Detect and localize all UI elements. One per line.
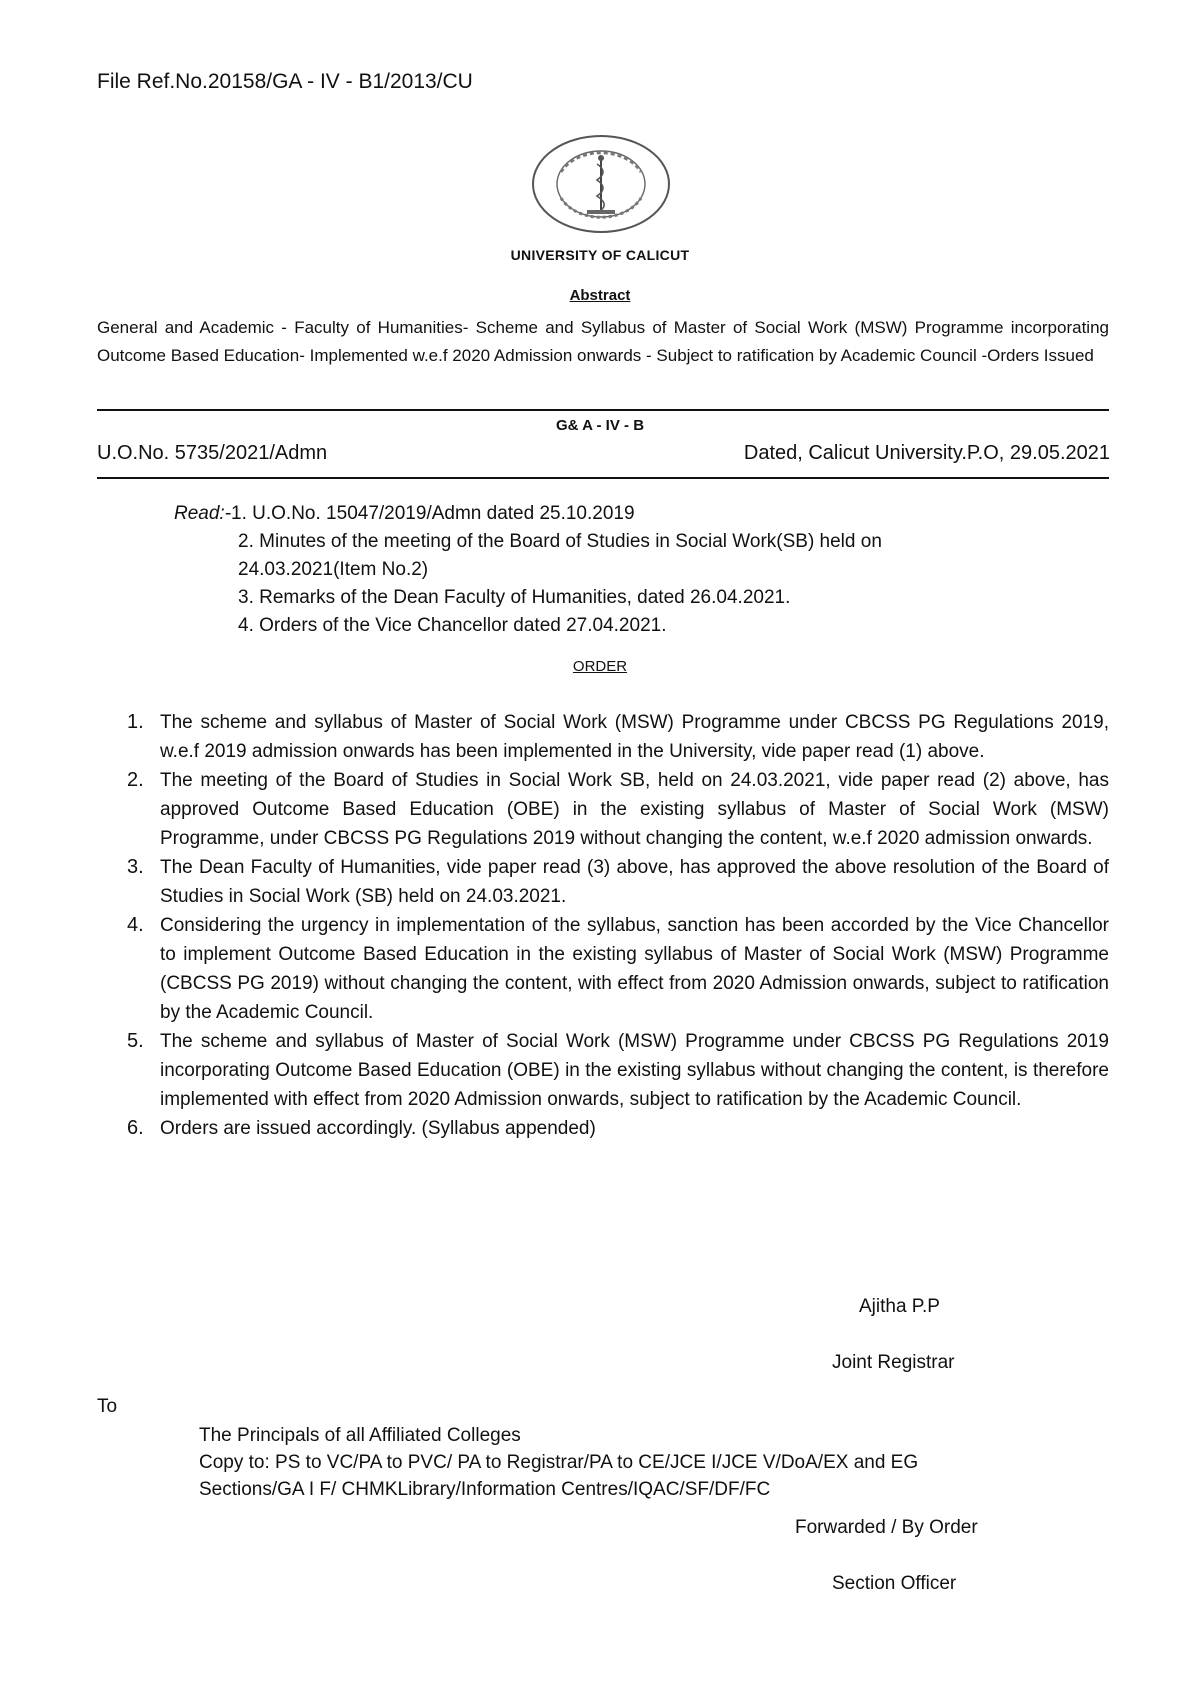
- order-item: [97, 766, 1109, 853]
- signatory-title: Joint Registrar: [832, 1352, 955, 1373]
- read-reference-3: 3. Remarks of the Dean Faculty of Humanities, dated 26.04.2021.: [238, 587, 791, 608]
- divider-bottom: [97, 477, 1109, 479]
- recipient-line: The Principals of all Affiliated Colleges: [199, 1425, 521, 1446]
- abstract-title: Abstract: [569, 287, 631, 304]
- order-number: 3.: [127, 856, 144, 878]
- read-reference-1: [174, 500, 635, 528]
- read-reference-2: 2. Minutes of the meeting of the Board of Studies in Social Work(SB) held on: [238, 531, 882, 552]
- order-text: The scheme and syllabus of Master of Social Work (MSW) Programme under CBCSS PG Regulations 2019, w.e.f 2019 admission onwards has been implemented in the University, vide paper read (1) above.: [160, 712, 1109, 762]
- order-text: Orders are issued accordingly. (Syllabus appended): [160, 1118, 596, 1139]
- divider-top: [97, 409, 1109, 411]
- section-officer: Section Officer: [832, 1573, 957, 1594]
- section-code: G& A - IV - B: [555, 417, 645, 434]
- to-label: To: [97, 1396, 118, 1417]
- order-item: [97, 1027, 1109, 1114]
- recipients: [199, 1422, 918, 1503]
- order-item: [97, 1114, 1109, 1143]
- uo-number: U.O.No. 5735/2021/Admn: [97, 442, 328, 464]
- signatory-name: Ajitha P.P: [859, 1296, 940, 1317]
- read-reference-4: 4. Orders of the Vice Chancellor dated 27.04.2021.: [238, 615, 667, 636]
- read-reference-2-cont: 24.03.2021(Item No.2): [238, 559, 429, 580]
- order-text: The meeting of the Board of Studies in Social Work SB, held on 24.03.2021, vide paper read (2) above, has approved Outcome Based Education (OBE) in the existing syllabus of Master of Social Work (MSW) Programme, under CBCSS PG Regulations 2019 without changing the content, w.e.f 2020 admission onwards.: [160, 770, 1109, 849]
- read-item: 1. U.O.No. 15047/2019/Admn dated 25.10.2019: [231, 503, 635, 524]
- read-label: Read:-: [174, 503, 232, 524]
- order-number: 6.: [127, 1117, 144, 1139]
- order-number: 4.: [127, 914, 144, 936]
- file-reference: File Ref.No.20158/GA - IV - B1/2013/CU: [97, 70, 473, 93]
- order-text: Considering the urgency in implementation of the syllabus, sanction has been accorded by the Vice Chancellor to implement Outcome Based Education in the existing syllabus of Master of Social Work (MSW) Programme (CBCSS PG 2019) without changing the content, with effect from 2020 Admission onwards, subject to ratification by the Academic Council.: [160, 915, 1109, 1023]
- order-heading: ORDER: [572, 658, 628, 675]
- order-number: 1.: [127, 711, 144, 733]
- university-name: UNIVERSITY OF CALICUT: [510, 247, 690, 263]
- order-text: The Dean Faculty of Humanities, vide paper read (3) above, has approved the above resolution of the Board of Studies in Social Work (SB) held on 24.03.2021.: [160, 857, 1109, 907]
- order-date: Dated, Calicut University.P.O, 29.05.2021: [743, 442, 1110, 464]
- order-item: [97, 853, 1109, 911]
- order-item: [97, 708, 1109, 766]
- forwarded-by-order: Forwarded / By Order: [795, 1517, 978, 1538]
- order-item: [97, 911, 1109, 1027]
- abstract-body: General and Academic - Faculty of Humanities- Scheme and Syllabus of Master of Social Work (MSW) Programme incorporating Outcome Based Education- Implemented w.e.f 2020 Admission onwards - Subject to ratification by Academic Council -Orders Issued: [97, 318, 1109, 365]
- copy-to-line: Copy to: PS to VC/PA to PVC/ PA to Registrar/PA to CE/JCE I/JCE V/DoA/EX and EG: [199, 1452, 919, 1473]
- university-seal-logo: [531, 134, 671, 234]
- order-text: The scheme and syllabus of Master of Social Work (MSW) Programme under CBCSS PG Regulations 2019 incorporating Outcome Based Education (OBE) in the existing syllabus without changing the content, is therefore implemented with effect from 2020 Admission onwards, subject to ratification by the Academic Council.: [160, 1031, 1109, 1110]
- order-number: 2.: [127, 769, 144, 791]
- copy-to-line-cont: Sections/GA I F/ CHMKLibrary/Information Centres/IQAC/SF/DF/FC: [199, 1479, 771, 1500]
- order-list: [97, 708, 1109, 1143]
- order-number: 5.: [127, 1030, 144, 1052]
